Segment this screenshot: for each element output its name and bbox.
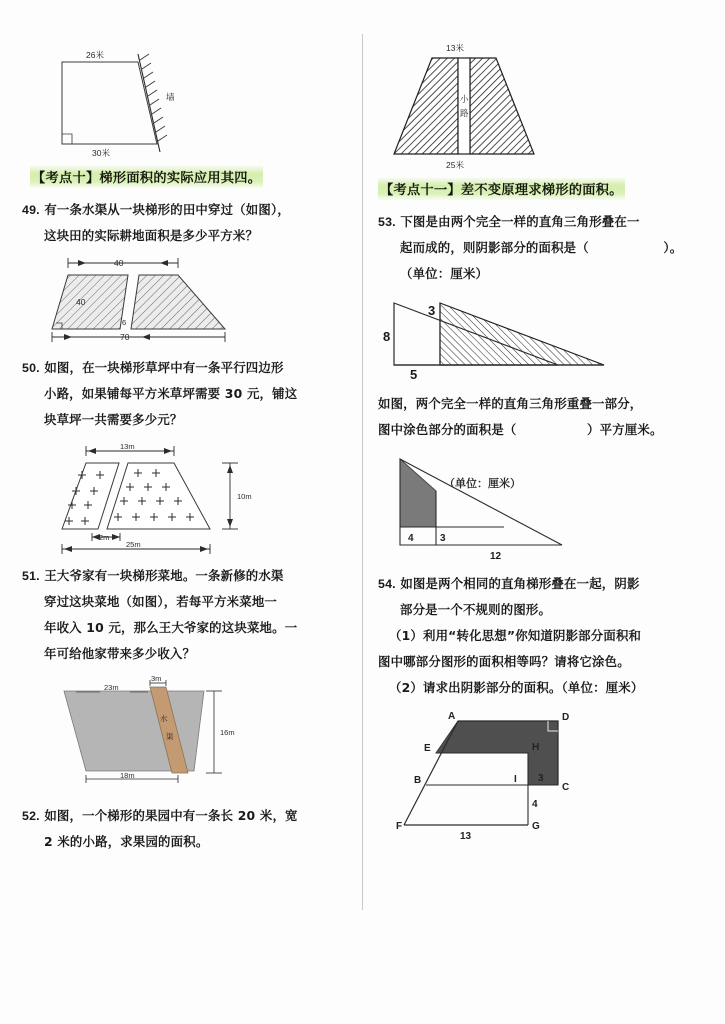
q51-canal-width-label: 3m: [151, 674, 162, 683]
orchard-path-label-char1: 小: [460, 95, 469, 105]
q54-vertex-H: H: [532, 742, 540, 753]
question-54: [378, 571, 698, 701]
q53b-inner-height-label: 3: [440, 533, 446, 544]
q53-unit-note: （单位：厘米）: [400, 266, 489, 281]
question-52: [22, 803, 342, 855]
figure-top-label: 26米: [86, 50, 104, 60]
q50-line-2: 小路，如果铺每平方米草坪需要 30 元，铺这: [44, 386, 298, 401]
q53b-unit-note: （单位：厘米）: [444, 477, 521, 490]
q54-vertex-A: A: [448, 711, 456, 722]
q53-line-1: 下图是由两个完全一样的直角三角形叠在一: [400, 214, 640, 229]
q53-segment-label: 3: [428, 303, 436, 318]
question-50: [22, 355, 342, 433]
q50-line-1: 如图，在一块梯形草坪中有一条平行四边形: [44, 360, 284, 375]
q50-lawn-trapezoid-with-path: [52, 437, 342, 555]
figure-wall-label: 墙: [166, 93, 175, 103]
q51-number: 51.: [22, 569, 40, 583]
q51-canal-label-char2: 渠: [166, 732, 174, 741]
q51-top-label: 23m: [104, 683, 119, 692]
q49-line-2: 这块田的实际耕地面积是多少平方米？: [44, 228, 259, 243]
q51-line-3: 年收入 10 元，那么王大爷家的这块菜地。一: [44, 620, 298, 635]
question-49: [22, 197, 342, 249]
q50-bottom-label: 25m: [126, 540, 141, 549]
q54-base13-label: 13: [460, 831, 472, 842]
wall-trapezoid-figure: [54, 40, 342, 156]
q50-top-label: 13m: [120, 442, 135, 451]
q54-seg3-label: 3: [538, 773, 544, 784]
q54-line-2: 部分是一个不规则的图形。: [400, 602, 552, 617]
q54-number: 54.: [378, 577, 396, 591]
q54-seg4-label: 4: [532, 799, 538, 810]
q54-overlapping-right-trapezoids: [396, 711, 698, 841]
q53-vertical-label: 8: [383, 329, 391, 344]
q52-line-1: 如图，一个梯形的果园中有一条长 20 米，宽: [44, 808, 298, 823]
orchard-top-label: 13米: [446, 43, 464, 53]
q54-vertex-B: B: [414, 775, 422, 786]
q49-line-1: 有一条水渠从一块梯形的田中穿过（如图），: [44, 202, 290, 217]
left-column: [22, 34, 342, 855]
question-53b: [378, 391, 698, 443]
orchard-bottom-label: 25米: [446, 160, 464, 170]
q49-height-label: 40: [76, 297, 86, 307]
q54-vertex-E: E: [424, 743, 431, 754]
q53-line-3: ）。: [663, 240, 683, 255]
orchard-path-label-char2: 路: [460, 109, 469, 119]
q49-bottom-label: 70: [120, 332, 130, 342]
q52-number: 52.: [22, 809, 40, 823]
q53b-left-height-label: 4: [408, 533, 414, 544]
q49-trapezoid-with-channel: [50, 253, 342, 345]
figure-bottom-label: 30米: [92, 148, 110, 158]
q53b-line-3: ）平方厘米。: [587, 422, 663, 437]
q53-overlapping-right-triangles: [382, 289, 698, 382]
q53-base-label: 5: [410, 367, 418, 382]
q51-line-2: 穿过这块菜地（如图），若每平方米菜地一: [44, 594, 278, 609]
q54-vertex-D: D: [562, 712, 570, 723]
q54-vertex-F: F: [396, 821, 403, 832]
q53-number: 53.: [378, 215, 396, 229]
q50-number: 50.: [22, 361, 40, 375]
q49-number: 49.: [22, 203, 40, 217]
q50-height-label: 10m: [237, 492, 252, 501]
q50-path-label: 2m: [99, 533, 110, 542]
section-header-eleven: 【考点十一】差不变原理求梯形的面积。: [378, 178, 625, 200]
orchard-trapezoid-with-path: [384, 36, 698, 186]
question-51: [22, 563, 342, 667]
q51-bottom-label: 18m: [120, 771, 135, 780]
q53-line-2: 起而成的，则阴影部分的面积是（: [400, 240, 589, 255]
q51-canal-label-char1: 水: [160, 714, 168, 723]
q51-line-4: 年可给他家带来多少收入？: [44, 646, 196, 661]
q52-line-2: 2 米的小路，求果园的面积。: [44, 834, 209, 849]
q53b-base-label: 12: [490, 551, 502, 562]
q54-vertex-I: I: [514, 774, 517, 785]
q49-top-label: 40: [114, 258, 124, 268]
q51-vegetable-field-with-canal: [56, 673, 342, 789]
q53b-overlapping-triangles-shaded: [394, 449, 698, 561]
q54-line-5: （2）请求出阴影部分的面积。（单位：厘米）: [389, 680, 644, 695]
right-column: [378, 34, 698, 841]
q54-vertex-C: C: [562, 782, 570, 793]
question-53: [378, 209, 698, 287]
q50-line-3: 块草坪一共需要多少元？: [44, 412, 183, 427]
section-header-ten: 【考点十】梯形面积的实际应用其四。: [30, 166, 263, 188]
q49-channel-label: 6: [122, 318, 127, 327]
column-divider: [362, 34, 363, 910]
q54-line-3: （1）利用“转化思想”你知道阴影部分面积和: [389, 628, 642, 643]
q51-line-1: 王大爷家有一块梯形菜地。一条新修的水渠: [44, 568, 284, 583]
q54-line-1: 如图是两个相同的直角梯形叠在一起，阴影: [400, 576, 640, 591]
q53b-line-1: 如图，两个完全一样的直角三角形重叠一部分，: [378, 396, 643, 411]
q54-line-4: 图中哪部分图形的面积相等吗？请将它涂色。: [378, 654, 630, 669]
q51-height-label: 16m: [220, 728, 235, 737]
q54-vertex-G: G: [532, 821, 540, 832]
q53b-line-2: 图中涂色部分的面积是（: [378, 422, 517, 437]
